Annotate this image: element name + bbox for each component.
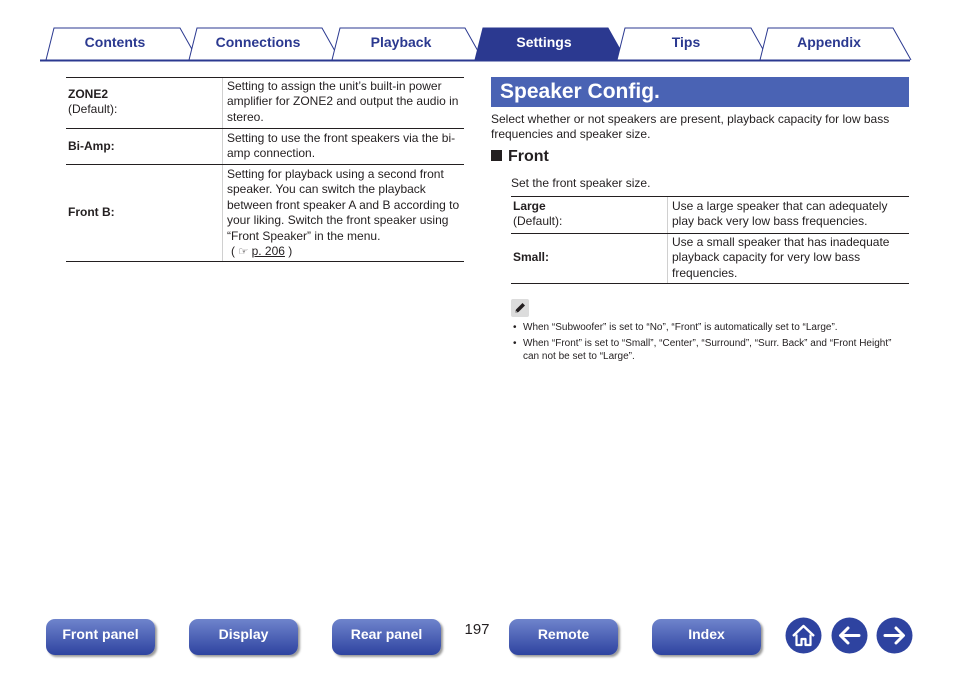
tab-bar: [0, 0, 954, 64]
rear-panel-button[interactable]: Rear panel: [332, 619, 441, 655]
table-row: [66, 128, 464, 164]
option-key: Large: [513, 199, 546, 213]
zone2-options-table: [66, 77, 464, 262]
option-description-text: Setting for playback using a second front speaker. You can switch the playback between front speaker A and B according to your liking. Switch the front speaker using “Front Speaker” in the menu.: [227, 167, 460, 243]
back-button[interactable]: [831, 617, 868, 654]
option-name: [68, 87, 117, 117]
option-key: Bi-Amp:: [68, 139, 115, 153]
tab-contents[interactable]: Contents: [84, 34, 146, 50]
tab-shapes: [0, 0, 954, 64]
arrow-right-icon: [876, 617, 913, 654]
square-bullet-icon: [491, 150, 502, 161]
tab-settings[interactable]: Settings: [516, 34, 572, 50]
column-divider: [222, 78, 223, 128]
reference-open: (: [231, 244, 235, 259]
tab-appendix[interactable]: Appendix: [797, 34, 861, 50]
option-key: ZONE2: [68, 87, 109, 101]
page-link[interactable]: p. 206: [251, 244, 285, 259]
table-row: [511, 233, 909, 284]
arrow-left-icon: [831, 617, 868, 654]
home-icon: [785, 617, 822, 654]
section-intro: Select whether or not speakers are present, playback capacity for low bass frequencies and speaker size.: [491, 112, 890, 142]
option-name: [513, 199, 562, 229]
front-options-table: [511, 196, 909, 284]
option-description: Use a large speaker that can adequately play back very low bass frequencies.: [672, 199, 888, 229]
option-description: Use a small speaker that has inadequate playback capacity for very low bass frequencies.: [672, 235, 890, 280]
remote-button[interactable]: Remote: [509, 619, 618, 655]
column-divider: [222, 165, 223, 261]
option-key: Front B:: [68, 205, 115, 219]
tab-tips[interactable]: Tips: [671, 34, 701, 50]
column-divider: [667, 197, 668, 233]
notes-list: [513, 321, 909, 366]
forward-button[interactable]: [876, 617, 913, 654]
column-divider: [667, 234, 668, 283]
front-panel-button[interactable]: Front panel: [46, 619, 155, 655]
reference-close: ): [288, 244, 293, 259]
option-description: Setting to use the front speakers via the bi-amp connection.: [227, 131, 456, 161]
table-row: [511, 196, 909, 233]
section-title: Speaker Config.: [500, 80, 660, 103]
page-reference: [227, 244, 292, 258]
tab-connections[interactable]: Connections: [215, 34, 301, 50]
hand-pointer-icon: ☞: [238, 246, 249, 259]
home-button[interactable]: [785, 617, 822, 654]
option-default: (Default):: [68, 102, 118, 116]
column-divider: [222, 129, 223, 164]
front-heading: [491, 148, 549, 166]
front-intro: Set the front speaker size.: [511, 176, 651, 190]
tab-playback[interactable]: Playback: [370, 34, 432, 50]
note-item: • When “Front” is set to “Small”, “Center”, “Surround”, “Surr. Back” and “Front Height” can not be set to “Large”.: [513, 337, 909, 363]
display-button[interactable]: Display: [189, 619, 298, 655]
pencil-icon: [511, 299, 529, 317]
page-number: 197: [464, 621, 490, 638]
option-key: Small:: [513, 250, 550, 264]
option-description: [227, 167, 463, 260]
table-row: [66, 164, 464, 262]
front-heading-text: Front: [508, 148, 549, 165]
option-default: (Default):: [513, 214, 563, 228]
index-button[interactable]: Index: [652, 619, 761, 655]
note-item: • When “Subwoofer” is set to “No”, “Front” is automatically set to “Large”.: [513, 321, 909, 334]
table-row: [66, 77, 464, 128]
option-description: Setting to assign the unit’s built-in power amplifier for ZONE2 and output the audio in stereo.: [227, 79, 459, 124]
